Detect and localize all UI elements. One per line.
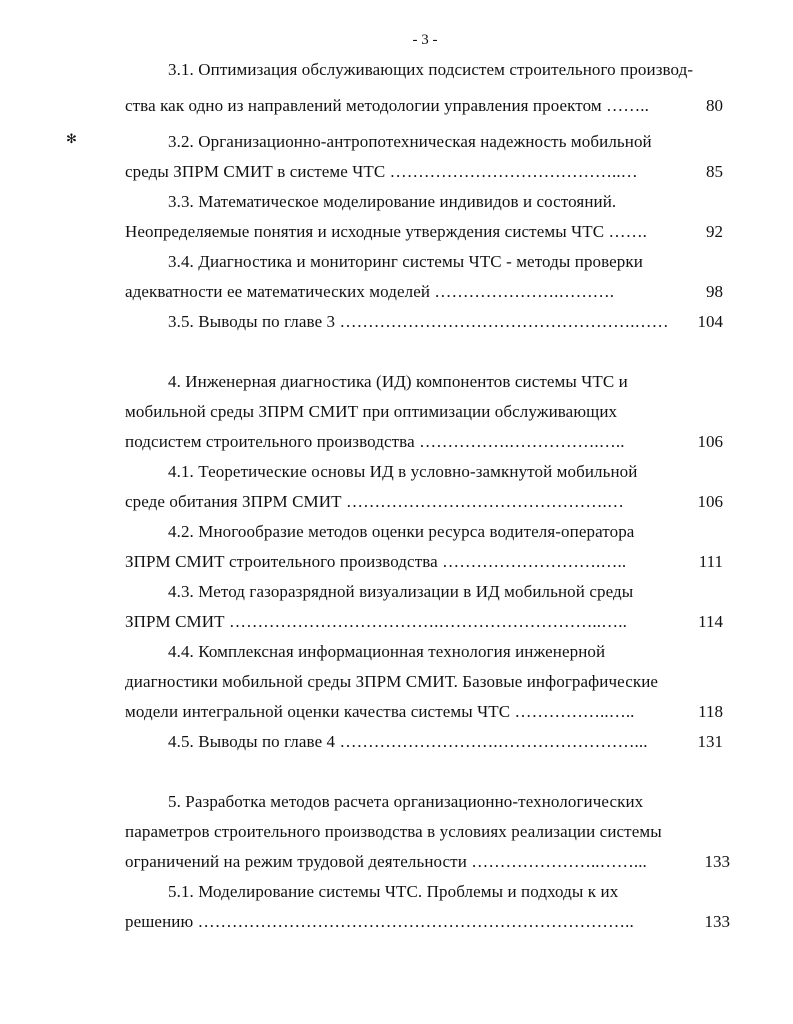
toc-entry-3-4-page: 98	[706, 282, 723, 301]
toc-entry-4-4-line-2: диагностики мобильной среды ЗПРМ СМИТ. Базовые инфографические	[125, 672, 659, 691]
toc-entry-3-2-line-1: 3.2. Организационно-антропотехническая надежность мобильной	[168, 132, 652, 151]
toc-entry-3-3-line-1: 3.3. Математическое моделирование индивидов и состояний.	[168, 192, 617, 211]
toc-entry-4-5-page: 131	[697, 732, 723, 751]
toc-entry-4-1-page: 106	[697, 492, 723, 511]
toc-entry-4-1-line-1: 4.1. Теоретические основы ИД в условно-замкнутой мобильной	[168, 462, 638, 481]
toc-chapter-5-line-3: ограничений на режим трудовой деятельности …………………..……...	[125, 852, 647, 871]
toc-entry-3-1-line-2: ства как одно из направлений методологии управления проектом ……..	[125, 96, 649, 115]
toc-chapter-4-line-3: подсистем строительного производства …………….…………….…..	[125, 432, 625, 451]
toc-entry-4-1-line-2: среде обитания ЗПРМ СМИТ ……………………………………….…	[125, 492, 624, 511]
toc-entry-3-1-page: 80	[706, 96, 723, 115]
toc-entry-4-3-line-2: ЗПРМ СМИТ ……………………………….………………………..…..	[125, 612, 627, 631]
toc-chapter-5-page: 133	[704, 852, 730, 871]
toc-entry-4-2-page: 111	[698, 552, 723, 571]
toc-chapter-4-line-2: мобильной среды ЗПРМ СМИТ при оптимизации обслуживающих	[125, 402, 618, 421]
toc-entry-3-2-page: 85	[706, 162, 723, 181]
toc-entry-3-5-page: 104	[697, 312, 723, 331]
toc-entry-3-4-line-1: 3.4. Диагностика и мониторинг системы ЧТС - методы проверки	[168, 252, 643, 271]
toc-chapter-5-line-1: 5. Разработка методов расчета организационно-технологических	[168, 792, 644, 811]
toc-entry-4-4-page: 118	[698, 702, 723, 721]
page-number: - 3 -	[412, 32, 438, 48]
toc-chapter-4-line-1: 4. Инженерная диагностика (ИД) компонентов системы ЧТС и	[168, 372, 628, 391]
toc-entry-4-5: 4.5. Выводы по главе 4 ……………………….……………………...	[168, 732, 648, 751]
toc-entry-4-2-line-2: ЗПРМ СМИТ строительного производства ……………………….…..	[125, 552, 627, 571]
toc-entry-3-3-line-2: Неопределяемые понятия и исходные утверждения системы ЧТС …….	[125, 222, 648, 241]
toc-entry-5-1-line-2: решению …………………………………………………………………..	[125, 912, 634, 931]
toc-entry-4-3-line-1: 4.3. Метод газоразрядной визуализации в ИД мобильной среды	[168, 582, 634, 601]
toc-entry-5-1-line-1: 5.1. Моделирование системы ЧТС. Проблемы и подходы к их	[168, 882, 619, 901]
toc-chapter-5-line-2: параметров строительного производства в условиях реализации системы	[125, 822, 662, 841]
toc-entry-4-4-line-1: 4.4. Комплексная информационная технология инженерной	[168, 642, 606, 661]
margin-mark-icon: ✻	[66, 131, 77, 146]
toc-entry-3-2-line-2: среды ЗПРМ СМИТ в системе ЧТС …………………………………..…	[125, 162, 638, 181]
toc-entry-3-5: 3.5. Выводы по главе 3 …………………………………………….……	[168, 312, 669, 331]
toc-entry-3-4-line-2: адекватности ее математических моделей ………………….……….	[125, 282, 615, 301]
toc-entry-3-1-line-1: 3.1. Оптимизация обслуживающих подсистем строительного производ-	[168, 60, 694, 79]
toc-entry-4-4-line-3: модели интегральной оценки качества системы ЧТС ……………..…..	[125, 702, 635, 721]
toc-entry-4-2-line-1: 4.2. Многообразие методов оценки ресурса водителя-оператора	[168, 522, 635, 541]
toc-chapter-4-page: 106	[697, 432, 723, 451]
toc-entry-5-1-page: 133	[704, 912, 730, 931]
toc-entry-3-3-page: 92	[706, 222, 723, 241]
toc-entry-4-3-page: 114	[698, 612, 723, 631]
